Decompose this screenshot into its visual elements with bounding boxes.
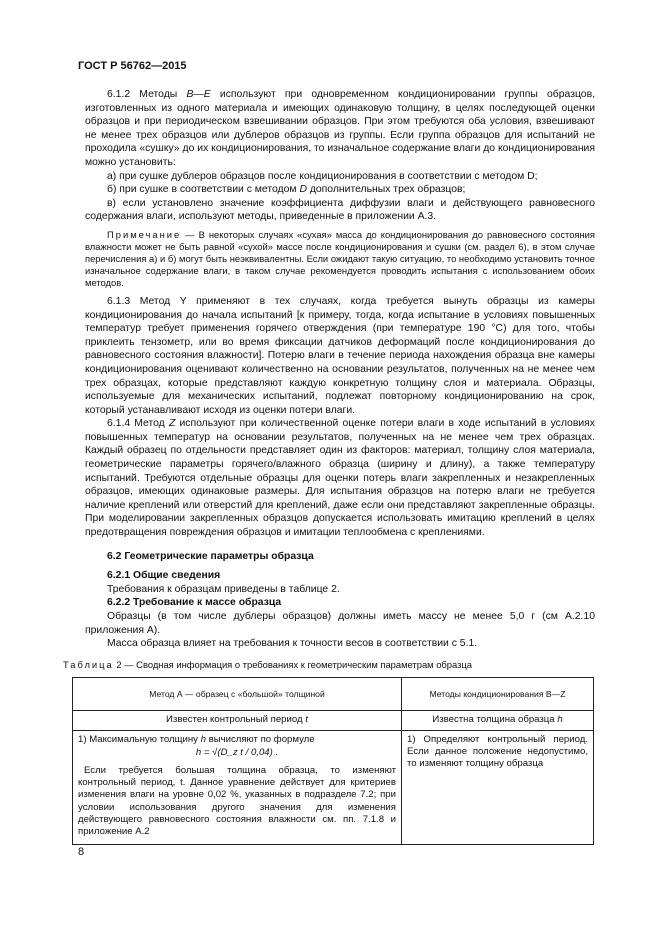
list-item-text: б) при сушке в соответствии с методом xyxy=(107,184,300,196)
list-item-text: дополнительных трех образцов; xyxy=(306,184,466,196)
note xyxy=(85,229,595,289)
paragraph-6-2-2: Образцы (в том числе дублеры образцов) должны иметь массу не менее 5,0 г (см А.2.10 приложения А). xyxy=(85,611,595,636)
note-text: — В некоторых случаях «сухая» масса до кондиционирования до равновесного состояния влажности может не быть равной «сухой» массе после кондиционирования и сушки (см. раздел 6), в этом случае перечисления а) и б) могут быть неэквивалентны. Если ожидают такую ситуацию, то необходимо установить точное изначальное содержание влаги, в таком случае рекомендуется проводить испытания с использованием обоих методов. xyxy=(85,228,595,288)
table-caption-text: 2 — Сводная информация о требованиях к геометрическим параметрам образца xyxy=(113,658,472,670)
table-cell: 1) Определяют контрольный период. Если данное положение недопустимо, то изменяют толщину образца xyxy=(402,730,594,845)
table-row xyxy=(73,730,594,845)
table-header-row xyxy=(73,678,594,711)
section-heading-6-2-2: 6.2.2 Требование к массе образца xyxy=(107,597,282,609)
table-subheader-cell xyxy=(402,711,594,730)
cell-line xyxy=(78,734,396,746)
cell-text: вычисляют по формуле xyxy=(205,733,315,745)
paragraph-6-1-3: 6.1.3 Метод Y применяют в тех случаях, когда требуется вынуть образцы из камеры кондиционирования до начала испытаний [к примеру, тогда, когда испытание в условиях повышенных температур требует применения горячего отверждения (при температуре 190 °С) для того, чтобы приклеить тензометр, или во время фиксации датчиков деформаций после кондиционирования до равновесного состояния влажности]. Потерю влаги в течение периода нахождения образца вне камеры кондиционирования оценивают количественно на основании результатов, полученных на не менее чем трех образцах, которые представляют каждую конкретную толщину слоя и материала. Образцы, используемые для механических испытаний, подлежат повторному кондиционированию на срок, который устанавливают исходя из оценки потери влаги. xyxy=(85,295,595,416)
paragraph-6-1-4 xyxy=(85,417,595,539)
paragraph-text: используют при одновременном кондиционировании группы образцов, изготовленных из одного материала и имеющих одинаковую толщину, в целях последующей оценки образцов и при периодическом взвешивании образцов. При этом требуются оба условия, взвешивают не менее трех образцов или дублеров образцов из группы. Если группа образцов для испытаний не проходила «сушку» до их кондиционирования, то изначальное содержание влаги до кондиционирования можно установить: xyxy=(85,89,595,168)
table-header-cell: Метод А — образец с «большой» толщиной xyxy=(73,678,402,711)
variable: h xyxy=(557,714,563,726)
section-heading-6-2-1: 6.2.1 Общие сведения xyxy=(107,570,221,582)
table-cell xyxy=(73,730,402,845)
requirements-table xyxy=(72,677,594,845)
table-header-cell: Методы кондиционирования B—Z xyxy=(402,678,594,711)
variable: h xyxy=(200,733,206,745)
method-name: B—E xyxy=(186,89,211,100)
list-item-c: в) если установлено значение коэффициента диффузии влаги и действующего равновесного содержания влаги, используют методы, приведенные в приложении А.3. xyxy=(85,197,595,223)
list-item-b xyxy=(85,183,595,197)
paragraph-prefix: 6.1.4 Метод xyxy=(107,418,169,430)
paragraph-text: используют при количественной оценке потери влаги в ходе испытаний в условиях повышенных температур на основании результатов, полученных на не менее чем трех образцах. Каждый образец по отдельности представляет один из факторов: материал, толщину слоя материала, геометрические параметры горячего/влажного образца (ширину и длину), а также температуру испытаний. Требуются отдельные образцы для оценки потерь влаги закрепленных и незакрепленных образцов, имеющих одинаковые размеры. Для испытания образцов на потерю влаги не требуется наличие креплений или отверстий для креплений, даже если они представляют закрепленные образцы. При моделировании закрепленных образцов допускается использовать имитацию креплений в целях предотвращения повреждения образцов и имитации теплообмена с креплениями. xyxy=(85,418,595,539)
table-caption-label: Таблица xyxy=(63,658,114,670)
table-subheader-cell xyxy=(73,711,402,730)
subheader-text: Известна толщина образца xyxy=(432,714,558,726)
note-label: Примечание xyxy=(107,228,182,240)
list-item-a: а) при сушке дублеров образцов после кондиционирования в соответствии с методом D; xyxy=(107,170,538,182)
section-heading-6-2: 6.2 Геометрические параметры образца xyxy=(107,550,314,562)
document-body xyxy=(63,88,595,845)
paragraph-6-2-1: Требования к образцам приведены в таблице 2. xyxy=(107,583,340,595)
subheader-text: Известен контрольный период xyxy=(166,714,306,726)
method-name: D xyxy=(299,184,307,196)
table-subheader-row xyxy=(73,711,594,730)
paragraph-prefix: 6.1.2 Методы xyxy=(107,89,187,100)
document-header: ГОСТ Р 56762—2015 xyxy=(78,60,187,72)
table-caption xyxy=(63,658,595,672)
paragraph-6-1-2 xyxy=(85,88,595,170)
method-name: Z xyxy=(168,418,176,430)
cell-text: 1) Максимальную толщину xyxy=(78,733,201,745)
formula: h = √(D_z t / 0,04) . xyxy=(195,746,279,758)
variable: t xyxy=(305,714,308,726)
cell-text: Если требуется большая толщина образца, то изменяют контрольный период, t. Данное уравнение действует для критериев изменения влаги на уровне 0,02 %, указанных в подразделе 7.2; при условии использования другого значения для изменения действующего равновесного состояния влажности см. пп. 7.1.8 и приложение А.2 xyxy=(78,764,396,837)
page-number: 8 xyxy=(78,846,85,858)
paragraph-mass: Масса образца влияет на требования к точности весов в соответствии с 5.1. xyxy=(107,638,478,650)
